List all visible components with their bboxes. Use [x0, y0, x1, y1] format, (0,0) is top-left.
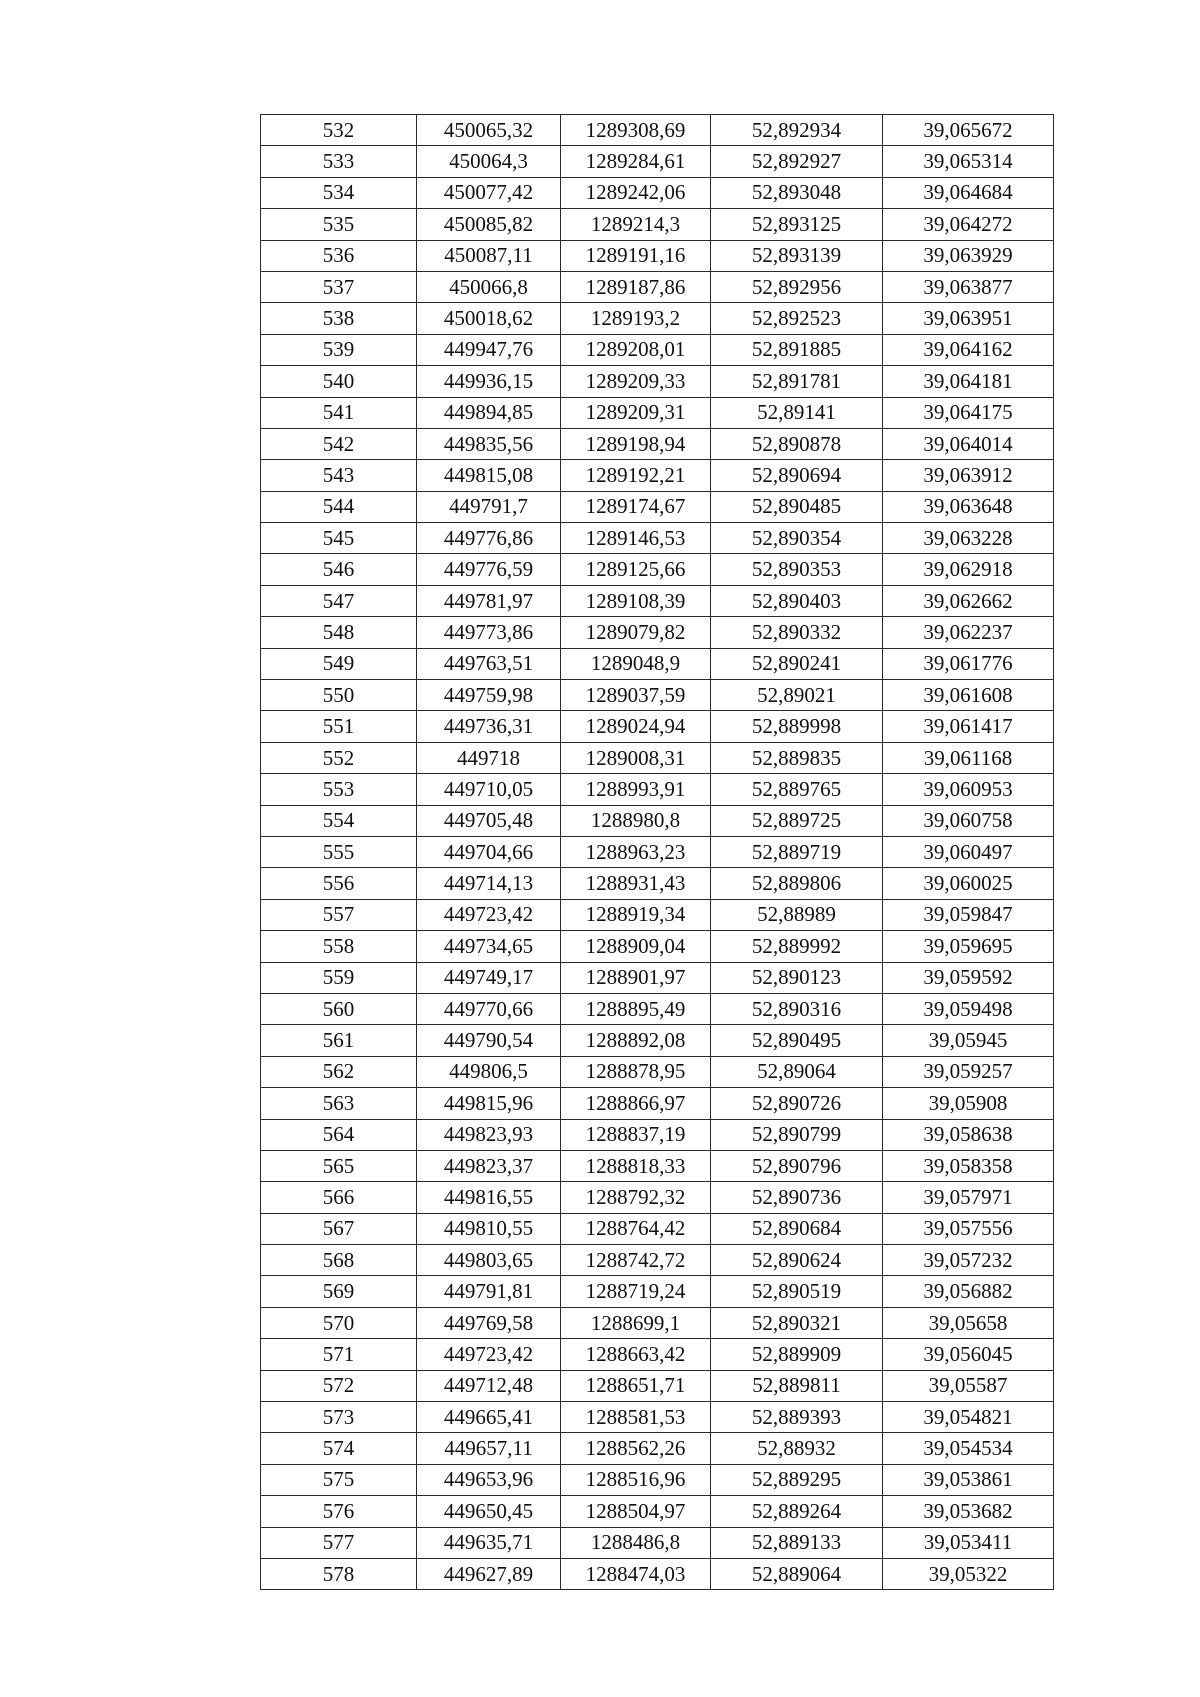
longitude-cell: 39,060758 — [883, 805, 1054, 836]
x-coordinate-cell: 449710,05 — [417, 774, 561, 805]
longitude-cell: 39,057232 — [883, 1245, 1054, 1276]
point-number-cell: 564 — [261, 1119, 417, 1150]
table-row — [261, 648, 1054, 679]
y-coordinate-cell: 1289208,01 — [561, 334, 711, 365]
latitude-cell: 52,890354 — [711, 523, 883, 554]
latitude-cell: 52,890736 — [711, 1182, 883, 1213]
y-coordinate-cell: 1289192,21 — [561, 460, 711, 491]
table-row — [261, 146, 1054, 177]
y-coordinate-cell: 1288931,43 — [561, 868, 711, 899]
point-number-cell: 574 — [261, 1433, 417, 1464]
latitude-cell: 52,88989 — [711, 899, 883, 930]
latitude-cell: 52,889719 — [711, 836, 883, 867]
coordinates-table-body — [261, 115, 1054, 1590]
longitude-cell: 39,058638 — [883, 1119, 1054, 1150]
y-coordinate-cell: 1288699,1 — [561, 1307, 711, 1338]
latitude-cell: 52,89064 — [711, 1056, 883, 1087]
latitude-cell: 52,89021 — [711, 680, 883, 711]
latitude-cell: 52,889998 — [711, 711, 883, 742]
point-number-cell: 548 — [261, 617, 417, 648]
y-coordinate-cell: 1289284,61 — [561, 146, 711, 177]
point-number-cell: 549 — [261, 648, 417, 679]
table-row — [261, 271, 1054, 302]
x-coordinate-cell: 449894,85 — [417, 397, 561, 428]
longitude-cell: 39,059257 — [883, 1056, 1054, 1087]
longitude-cell: 39,065672 — [883, 115, 1054, 146]
y-coordinate-cell: 1288486,8 — [561, 1527, 711, 1558]
point-number-cell: 537 — [261, 271, 417, 302]
table-row — [261, 1182, 1054, 1213]
table-row — [261, 1527, 1054, 1558]
x-coordinate-cell: 449791,7 — [417, 491, 561, 522]
table-row — [261, 491, 1054, 522]
x-coordinate-cell: 449823,93 — [417, 1119, 561, 1150]
latitude-cell: 52,893139 — [711, 240, 883, 271]
longitude-cell: 39,063648 — [883, 491, 1054, 522]
point-number-cell: 547 — [261, 585, 417, 616]
x-coordinate-cell: 449657,11 — [417, 1433, 561, 1464]
y-coordinate-cell: 1288663,42 — [561, 1339, 711, 1370]
y-coordinate-cell: 1288919,34 — [561, 899, 711, 930]
latitude-cell: 52,890799 — [711, 1119, 883, 1150]
x-coordinate-cell: 449823,37 — [417, 1150, 561, 1181]
point-number-cell: 532 — [261, 115, 417, 146]
latitude-cell: 52,893125 — [711, 209, 883, 240]
longitude-cell: 39,064684 — [883, 177, 1054, 208]
x-coordinate-cell: 449759,98 — [417, 680, 561, 711]
longitude-cell: 39,061776 — [883, 648, 1054, 679]
x-coordinate-cell: 450066,8 — [417, 271, 561, 302]
x-coordinate-cell: 449810,55 — [417, 1213, 561, 1244]
longitude-cell: 39,064175 — [883, 397, 1054, 428]
table-row — [261, 742, 1054, 773]
point-number-cell: 552 — [261, 742, 417, 773]
y-coordinate-cell: 1289214,3 — [561, 209, 711, 240]
longitude-cell: 39,059695 — [883, 931, 1054, 962]
longitude-cell: 39,063877 — [883, 271, 1054, 302]
latitude-cell: 52,890878 — [711, 428, 883, 459]
point-number-cell: 559 — [261, 962, 417, 993]
latitude-cell: 52,892927 — [711, 146, 883, 177]
longitude-cell: 39,063912 — [883, 460, 1054, 491]
table-row — [261, 962, 1054, 993]
latitude-cell: 52,890316 — [711, 993, 883, 1024]
longitude-cell: 39,062662 — [883, 585, 1054, 616]
latitude-cell: 52,890726 — [711, 1088, 883, 1119]
point-number-cell: 551 — [261, 711, 417, 742]
x-coordinate-cell: 449790,54 — [417, 1025, 561, 1056]
longitude-cell: 39,060953 — [883, 774, 1054, 805]
latitude-cell: 52,889765 — [711, 774, 883, 805]
x-coordinate-cell: 449635,71 — [417, 1527, 561, 1558]
latitude-cell: 52,890519 — [711, 1276, 883, 1307]
x-coordinate-cell: 449749,17 — [417, 962, 561, 993]
point-number-cell: 550 — [261, 680, 417, 711]
table-row — [261, 366, 1054, 397]
x-coordinate-cell: 449816,55 — [417, 1182, 561, 1213]
x-coordinate-cell: 449776,86 — [417, 523, 561, 554]
point-number-cell: 568 — [261, 1245, 417, 1276]
latitude-cell: 52,889133 — [711, 1527, 883, 1558]
latitude-cell: 52,889393 — [711, 1402, 883, 1433]
latitude-cell: 52,889992 — [711, 931, 883, 962]
y-coordinate-cell: 1288901,97 — [561, 962, 711, 993]
longitude-cell: 39,065314 — [883, 146, 1054, 177]
table-row — [261, 836, 1054, 867]
longitude-cell: 39,05908 — [883, 1088, 1054, 1119]
latitude-cell: 52,890241 — [711, 648, 883, 679]
table-row — [261, 554, 1054, 585]
y-coordinate-cell: 1289209,31 — [561, 397, 711, 428]
longitude-cell: 39,064162 — [883, 334, 1054, 365]
point-number-cell: 543 — [261, 460, 417, 491]
y-coordinate-cell: 1289108,39 — [561, 585, 711, 616]
point-number-cell: 553 — [261, 774, 417, 805]
table-row — [261, 585, 1054, 616]
x-coordinate-cell: 449650,45 — [417, 1496, 561, 1527]
x-coordinate-cell: 450065,32 — [417, 115, 561, 146]
table-row — [261, 240, 1054, 271]
y-coordinate-cell: 1289242,06 — [561, 177, 711, 208]
latitude-cell: 52,890684 — [711, 1213, 883, 1244]
point-number-cell: 556 — [261, 868, 417, 899]
x-coordinate-cell: 450064,3 — [417, 146, 561, 177]
point-number-cell: 538 — [261, 303, 417, 334]
point-number-cell: 546 — [261, 554, 417, 585]
point-number-cell: 557 — [261, 899, 417, 930]
coordinates-table — [260, 114, 1054, 1590]
table-row — [261, 303, 1054, 334]
x-coordinate-cell: 449936,15 — [417, 366, 561, 397]
point-number-cell: 576 — [261, 1496, 417, 1527]
y-coordinate-cell: 1288980,8 — [561, 805, 711, 836]
y-coordinate-cell: 1289146,53 — [561, 523, 711, 554]
y-coordinate-cell: 1288474,03 — [561, 1558, 711, 1589]
x-coordinate-cell: 449718 — [417, 742, 561, 773]
y-coordinate-cell: 1289125,66 — [561, 554, 711, 585]
point-number-cell: 541 — [261, 397, 417, 428]
point-number-cell: 560 — [261, 993, 417, 1024]
y-coordinate-cell: 1288895,49 — [561, 993, 711, 1024]
y-coordinate-cell: 1288878,95 — [561, 1056, 711, 1087]
x-coordinate-cell: 449791,81 — [417, 1276, 561, 1307]
y-coordinate-cell: 1288837,19 — [561, 1119, 711, 1150]
y-coordinate-cell: 1288892,08 — [561, 1025, 711, 1056]
table-row — [261, 1056, 1054, 1087]
point-number-cell: 539 — [261, 334, 417, 365]
longitude-cell: 39,058358 — [883, 1150, 1054, 1181]
x-coordinate-cell: 449770,66 — [417, 993, 561, 1024]
latitude-cell: 52,890353 — [711, 554, 883, 585]
y-coordinate-cell: 1288993,91 — [561, 774, 711, 805]
latitude-cell: 52,892934 — [711, 115, 883, 146]
latitude-cell: 52,892956 — [711, 271, 883, 302]
longitude-cell: 39,063929 — [883, 240, 1054, 271]
latitude-cell: 52,890624 — [711, 1245, 883, 1276]
point-number-cell: 577 — [261, 1527, 417, 1558]
longitude-cell: 39,05587 — [883, 1370, 1054, 1401]
latitude-cell: 52,89141 — [711, 397, 883, 428]
latitude-cell: 52,889909 — [711, 1339, 883, 1370]
latitude-cell: 52,889064 — [711, 1558, 883, 1589]
x-coordinate-cell: 449776,59 — [417, 554, 561, 585]
y-coordinate-cell: 1288516,96 — [561, 1464, 711, 1495]
table-row — [261, 1558, 1054, 1589]
longitude-cell: 39,053682 — [883, 1496, 1054, 1527]
point-number-cell: 536 — [261, 240, 417, 271]
latitude-cell: 52,889835 — [711, 742, 883, 773]
table-row — [261, 1402, 1054, 1433]
latitude-cell: 52,890495 — [711, 1025, 883, 1056]
latitude-cell: 52,893048 — [711, 177, 883, 208]
y-coordinate-cell: 1289037,59 — [561, 680, 711, 711]
x-coordinate-cell: 449806,5 — [417, 1056, 561, 1087]
latitude-cell: 52,889295 — [711, 1464, 883, 1495]
table-row — [261, 1245, 1054, 1276]
point-number-cell: 570 — [261, 1307, 417, 1338]
x-coordinate-cell: 449714,13 — [417, 868, 561, 899]
table-row — [261, 680, 1054, 711]
x-coordinate-cell: 450018,62 — [417, 303, 561, 334]
y-coordinate-cell: 1289024,94 — [561, 711, 711, 742]
point-number-cell: 578 — [261, 1558, 417, 1589]
table-row — [261, 334, 1054, 365]
y-coordinate-cell: 1288963,23 — [561, 836, 711, 867]
x-coordinate-cell: 449723,42 — [417, 899, 561, 930]
point-number-cell: 567 — [261, 1213, 417, 1244]
longitude-cell: 39,064181 — [883, 366, 1054, 397]
x-coordinate-cell: 449712,48 — [417, 1370, 561, 1401]
y-coordinate-cell: 1288581,53 — [561, 1402, 711, 1433]
x-coordinate-cell: 449723,42 — [417, 1339, 561, 1370]
table-row — [261, 1119, 1054, 1150]
x-coordinate-cell: 449769,58 — [417, 1307, 561, 1338]
x-coordinate-cell: 449653,96 — [417, 1464, 561, 1495]
table-row — [261, 397, 1054, 428]
y-coordinate-cell: 1289193,2 — [561, 303, 711, 334]
longitude-cell: 39,056882 — [883, 1276, 1054, 1307]
longitude-cell: 39,061417 — [883, 711, 1054, 742]
longitude-cell: 39,061608 — [883, 680, 1054, 711]
table-row — [261, 805, 1054, 836]
longitude-cell: 39,05658 — [883, 1307, 1054, 1338]
point-number-cell: 562 — [261, 1056, 417, 1087]
point-number-cell: 533 — [261, 146, 417, 177]
latitude-cell: 52,890796 — [711, 1150, 883, 1181]
longitude-cell: 39,054821 — [883, 1402, 1054, 1433]
latitude-cell: 52,890694 — [711, 460, 883, 491]
x-coordinate-cell: 449763,51 — [417, 648, 561, 679]
longitude-cell: 39,062918 — [883, 554, 1054, 585]
table-row — [261, 1307, 1054, 1338]
x-coordinate-cell: 449803,65 — [417, 1245, 561, 1276]
point-number-cell: 542 — [261, 428, 417, 459]
y-coordinate-cell: 1289191,16 — [561, 240, 711, 271]
longitude-cell: 39,060025 — [883, 868, 1054, 899]
latitude-cell: 52,890403 — [711, 585, 883, 616]
point-number-cell: 544 — [261, 491, 417, 522]
x-coordinate-cell: 449705,48 — [417, 805, 561, 836]
longitude-cell: 39,053861 — [883, 1464, 1054, 1495]
latitude-cell: 52,892523 — [711, 303, 883, 334]
table-row — [261, 931, 1054, 962]
point-number-cell: 558 — [261, 931, 417, 962]
table-row — [261, 617, 1054, 648]
longitude-cell: 39,061168 — [883, 742, 1054, 773]
point-number-cell: 573 — [261, 1402, 417, 1433]
longitude-cell: 39,056045 — [883, 1339, 1054, 1370]
point-number-cell: 565 — [261, 1150, 417, 1181]
table-row — [261, 1339, 1054, 1370]
longitude-cell: 39,064014 — [883, 428, 1054, 459]
y-coordinate-cell: 1288818,33 — [561, 1150, 711, 1181]
table-row — [261, 209, 1054, 240]
table-row — [261, 1433, 1054, 1464]
x-coordinate-cell: 449773,86 — [417, 617, 561, 648]
y-coordinate-cell: 1288764,42 — [561, 1213, 711, 1244]
y-coordinate-cell: 1288719,24 — [561, 1276, 711, 1307]
x-coordinate-cell: 449627,89 — [417, 1558, 561, 1589]
table-row — [261, 1496, 1054, 1527]
table-row — [261, 523, 1054, 554]
y-coordinate-cell: 1289048,9 — [561, 648, 711, 679]
longitude-cell: 39,060497 — [883, 836, 1054, 867]
point-number-cell: 545 — [261, 523, 417, 554]
table-row — [261, 1150, 1054, 1181]
point-number-cell: 566 — [261, 1182, 417, 1213]
longitude-cell: 39,063951 — [883, 303, 1054, 334]
latitude-cell: 52,889725 — [711, 805, 883, 836]
table-row — [261, 1213, 1054, 1244]
longitude-cell: 39,054534 — [883, 1433, 1054, 1464]
table-row — [261, 1464, 1054, 1495]
table-row — [261, 993, 1054, 1024]
y-coordinate-cell: 1288866,97 — [561, 1088, 711, 1119]
table-row — [261, 428, 1054, 459]
y-coordinate-cell: 1289308,69 — [561, 115, 711, 146]
x-coordinate-cell: 449835,56 — [417, 428, 561, 459]
table-row — [261, 1025, 1054, 1056]
latitude-cell: 52,88932 — [711, 1433, 883, 1464]
longitude-cell: 39,05945 — [883, 1025, 1054, 1056]
y-coordinate-cell: 1288909,04 — [561, 931, 711, 962]
longitude-cell: 39,053411 — [883, 1527, 1054, 1558]
table-row — [261, 899, 1054, 930]
table-row — [261, 177, 1054, 208]
x-coordinate-cell: 450077,42 — [417, 177, 561, 208]
y-coordinate-cell: 1288792,32 — [561, 1182, 711, 1213]
longitude-cell: 39,059592 — [883, 962, 1054, 993]
longitude-cell: 39,057971 — [883, 1182, 1054, 1213]
x-coordinate-cell: 449704,66 — [417, 836, 561, 867]
point-number-cell: 569 — [261, 1276, 417, 1307]
point-number-cell: 572 — [261, 1370, 417, 1401]
y-coordinate-cell: 1288504,97 — [561, 1496, 711, 1527]
longitude-cell: 39,063228 — [883, 523, 1054, 554]
point-number-cell: 575 — [261, 1464, 417, 1495]
latitude-cell: 52,889264 — [711, 1496, 883, 1527]
table-row — [261, 460, 1054, 491]
latitude-cell: 52,891781 — [711, 366, 883, 397]
longitude-cell: 39,057556 — [883, 1213, 1054, 1244]
point-number-cell: 561 — [261, 1025, 417, 1056]
y-coordinate-cell: 1289008,31 — [561, 742, 711, 773]
longitude-cell: 39,059498 — [883, 993, 1054, 1024]
longitude-cell: 39,064272 — [883, 209, 1054, 240]
y-coordinate-cell: 1288742,72 — [561, 1245, 711, 1276]
latitude-cell: 52,890321 — [711, 1307, 883, 1338]
longitude-cell: 39,05322 — [883, 1558, 1054, 1589]
table-row — [261, 115, 1054, 146]
x-coordinate-cell: 450085,82 — [417, 209, 561, 240]
table-row — [261, 868, 1054, 899]
point-number-cell: 563 — [261, 1088, 417, 1119]
point-number-cell: 571 — [261, 1339, 417, 1370]
longitude-cell: 39,062237 — [883, 617, 1054, 648]
table-row — [261, 774, 1054, 805]
table-row — [261, 1088, 1054, 1119]
y-coordinate-cell: 1289198,94 — [561, 428, 711, 459]
latitude-cell: 52,890485 — [711, 491, 883, 522]
table-row — [261, 1370, 1054, 1401]
x-coordinate-cell: 449815,08 — [417, 460, 561, 491]
y-coordinate-cell: 1289079,82 — [561, 617, 711, 648]
point-number-cell: 534 — [261, 177, 417, 208]
point-number-cell: 555 — [261, 836, 417, 867]
y-coordinate-cell: 1288562,26 — [561, 1433, 711, 1464]
latitude-cell: 52,889806 — [711, 868, 883, 899]
y-coordinate-cell: 1289187,86 — [561, 271, 711, 302]
x-coordinate-cell: 449736,31 — [417, 711, 561, 742]
point-number-cell: 554 — [261, 805, 417, 836]
x-coordinate-cell: 450087,11 — [417, 240, 561, 271]
latitude-cell: 52,890332 — [711, 617, 883, 648]
y-coordinate-cell: 1289174,67 — [561, 491, 711, 522]
x-coordinate-cell: 449734,65 — [417, 931, 561, 962]
latitude-cell: 52,889811 — [711, 1370, 883, 1401]
x-coordinate-cell: 449947,76 — [417, 334, 561, 365]
point-number-cell: 540 — [261, 366, 417, 397]
x-coordinate-cell: 449781,97 — [417, 585, 561, 616]
latitude-cell: 52,891885 — [711, 334, 883, 365]
x-coordinate-cell: 449665,41 — [417, 1402, 561, 1433]
table-row — [261, 711, 1054, 742]
table-row — [261, 1276, 1054, 1307]
y-coordinate-cell: 1288651,71 — [561, 1370, 711, 1401]
latitude-cell: 52,890123 — [711, 962, 883, 993]
longitude-cell: 39,059847 — [883, 899, 1054, 930]
y-coordinate-cell: 1289209,33 — [561, 366, 711, 397]
x-coordinate-cell: 449815,96 — [417, 1088, 561, 1119]
point-number-cell: 535 — [261, 209, 417, 240]
